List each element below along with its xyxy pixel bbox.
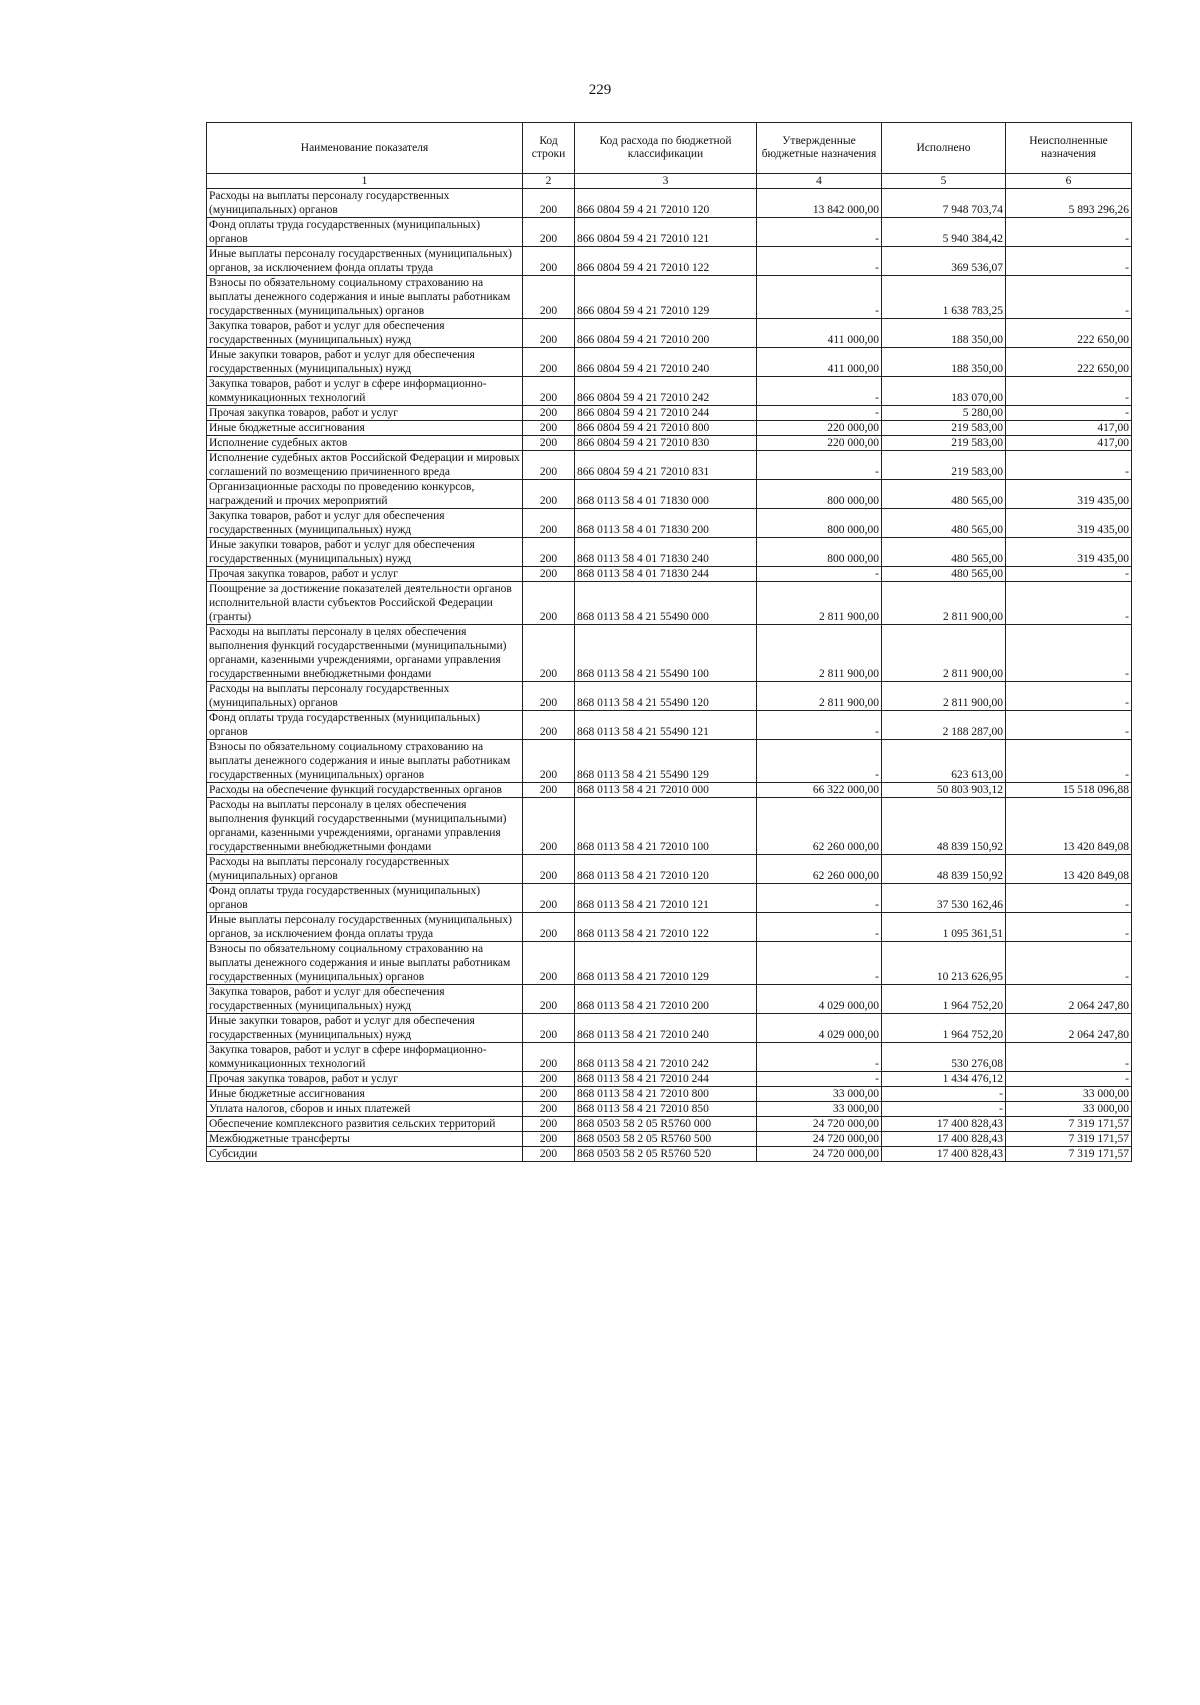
unexecuted-amount-cell: - <box>1006 740 1132 783</box>
executed-amount-cell: - <box>882 1102 1006 1117</box>
header-row-code: Код строки <box>523 123 575 174</box>
executed-amount-cell: 2 811 900,00 <box>882 682 1006 711</box>
approved-amount-cell: 13 842 000,00 <box>757 189 882 218</box>
approved-amount-cell: 411 000,00 <box>757 348 882 377</box>
row-code-cell: 200 <box>523 377 575 406</box>
classification-code-cell: 868 0113 58 4 01 71830 200 <box>575 509 757 538</box>
indicator-name-cell: Прочая закупка товаров, работ и услуг <box>207 406 523 421</box>
row-code-cell: 200 <box>523 855 575 884</box>
approved-amount-cell: 4 029 000,00 <box>757 985 882 1014</box>
table-row <box>207 740 1132 783</box>
column-number: 6 <box>1006 174 1132 189</box>
row-code-cell: 200 <box>523 913 575 942</box>
indicator-name-cell: Прочая закупка товаров, работ и услуг <box>207 1072 523 1087</box>
unexecuted-amount-cell: - <box>1006 942 1132 985</box>
row-code-cell: 200 <box>523 567 575 582</box>
row-code-cell: 200 <box>523 1117 575 1132</box>
executed-amount-cell: 480 565,00 <box>882 509 1006 538</box>
approved-amount-cell: - <box>757 276 882 319</box>
indicator-name-cell: Фонд оплаты труда государственных (муниципальных) органов <box>207 218 523 247</box>
executed-amount-cell: 5 280,00 <box>882 406 1006 421</box>
unexecuted-amount-cell: - <box>1006 218 1132 247</box>
unexecuted-amount-cell: - <box>1006 1043 1132 1072</box>
indicator-name-cell: Субсидии <box>207 1147 523 1162</box>
classification-code-cell: 868 0113 58 4 21 72010 100 <box>575 798 757 855</box>
classification-code-cell: 866 0804 59 4 21 72010 200 <box>575 319 757 348</box>
unexecuted-amount-cell: - <box>1006 276 1132 319</box>
table-row <box>207 1147 1132 1162</box>
approved-amount-cell: 800 000,00 <box>757 538 882 567</box>
approved-amount-cell: - <box>757 884 882 913</box>
table-row <box>207 1087 1132 1102</box>
approved-amount-cell: - <box>757 1043 882 1072</box>
row-code-cell: 200 <box>523 189 575 218</box>
executed-amount-cell: 10 213 626,95 <box>882 942 1006 985</box>
executed-amount-cell: 480 565,00 <box>882 538 1006 567</box>
classification-code-cell: 868 0113 58 4 21 55490 000 <box>575 582 757 625</box>
approved-amount-cell: 24 720 000,00 <box>757 1147 882 1162</box>
column-number: 4 <box>757 174 882 189</box>
classification-code-cell: 868 0113 58 4 21 72010 800 <box>575 1087 757 1102</box>
table-row <box>207 884 1132 913</box>
approved-amount-cell: 62 260 000,00 <box>757 855 882 884</box>
row-code-cell: 200 <box>523 406 575 421</box>
classification-code-cell: 866 0804 59 4 21 72010 122 <box>575 247 757 276</box>
row-code-cell: 200 <box>523 1147 575 1162</box>
indicator-name-cell: Иные бюджетные ассигнования <box>207 421 523 436</box>
unexecuted-amount-cell: - <box>1006 625 1132 682</box>
approved-amount-cell: - <box>757 218 882 247</box>
classification-code-cell: 868 0113 58 4 21 55490 121 <box>575 711 757 740</box>
table-row <box>207 436 1132 451</box>
classification-code-cell: 868 0113 58 4 01 71830 240 <box>575 538 757 567</box>
executed-amount-cell: 2 811 900,00 <box>882 625 1006 682</box>
row-code-cell: 200 <box>523 1132 575 1147</box>
row-code-cell: 200 <box>523 740 575 783</box>
indicator-name-cell: Фонд оплаты труда государственных (муниципальных) органов <box>207 711 523 740</box>
row-code-cell: 200 <box>523 276 575 319</box>
executed-amount-cell: - <box>882 1087 1006 1102</box>
header-approved: Утвержденные бюджетные назначения <box>757 123 882 174</box>
classification-code-cell: 868 0113 58 4 21 72010 850 <box>575 1102 757 1117</box>
row-code-cell: 200 <box>523 247 575 276</box>
classification-code-cell: 866 0804 59 4 21 72010 244 <box>575 406 757 421</box>
table-row <box>207 913 1132 942</box>
table-row <box>207 855 1132 884</box>
indicator-name-cell: Расходы на выплаты персоналу государственных (муниципальных) органов <box>207 682 523 711</box>
table-row <box>207 1014 1132 1043</box>
row-code-cell: 200 <box>523 682 575 711</box>
approved-amount-cell: - <box>757 913 882 942</box>
indicator-name-cell: Расходы на обеспечение функций государственных органов <box>207 783 523 798</box>
column-number: 1 <box>207 174 523 189</box>
row-code-cell: 200 <box>523 538 575 567</box>
table-row <box>207 711 1132 740</box>
row-code-cell: 200 <box>523 1087 575 1102</box>
table-row <box>207 348 1132 377</box>
approved-amount-cell: 33 000,00 <box>757 1102 882 1117</box>
indicator-name-cell: Иные закупки товаров, работ и услуг для обеспечения государственных (муниципальных) нужд <box>207 348 523 377</box>
table-body <box>207 189 1132 1162</box>
executed-amount-cell: 7 948 703,74 <box>882 189 1006 218</box>
unexecuted-amount-cell: 417,00 <box>1006 421 1132 436</box>
executed-amount-cell: 50 803 903,12 <box>882 783 1006 798</box>
table-row <box>207 783 1132 798</box>
row-code-cell: 200 <box>523 348 575 377</box>
executed-amount-cell: 183 070,00 <box>882 377 1006 406</box>
unexecuted-amount-cell: 13 420 849,08 <box>1006 798 1132 855</box>
table-row <box>207 798 1132 855</box>
column-number: 3 <box>575 174 757 189</box>
approved-amount-cell: - <box>757 377 882 406</box>
unexecuted-amount-cell: 222 650,00 <box>1006 348 1132 377</box>
unexecuted-amount-cell: 417,00 <box>1006 436 1132 451</box>
table-row <box>207 567 1132 582</box>
unexecuted-amount-cell: 319 435,00 <box>1006 480 1132 509</box>
table-row <box>207 218 1132 247</box>
executed-amount-cell: 1 095 361,51 <box>882 913 1006 942</box>
indicator-name-cell: Обеспечение комплексного развития сельских территорий <box>207 1117 523 1132</box>
column-number-row <box>207 174 1132 189</box>
unexecuted-amount-cell: 7 319 171,57 <box>1006 1117 1132 1132</box>
classification-code-cell: 868 0113 58 4 21 72010 120 <box>575 855 757 884</box>
approved-amount-cell: - <box>757 711 882 740</box>
approved-amount-cell: 66 322 000,00 <box>757 783 882 798</box>
row-code-cell: 200 <box>523 480 575 509</box>
table-row <box>207 480 1132 509</box>
row-code-cell: 200 <box>523 783 575 798</box>
executed-amount-cell: 623 613,00 <box>882 740 1006 783</box>
column-number: 2 <box>523 174 575 189</box>
row-code-cell: 200 <box>523 1014 575 1043</box>
table-row <box>207 985 1132 1014</box>
indicator-name-cell: Расходы на выплаты персоналу государственных (муниципальных) органов <box>207 855 523 884</box>
executed-amount-cell: 2 811 900,00 <box>882 582 1006 625</box>
table-row <box>207 189 1132 218</box>
indicator-name-cell: Закупка товаров, работ и услуг в сфере информационно-коммуникационных технологий <box>207 377 523 406</box>
classification-code-cell: 866 0804 59 4 21 72010 129 <box>575 276 757 319</box>
approved-amount-cell: - <box>757 740 882 783</box>
table-row <box>207 276 1132 319</box>
executed-amount-cell: 188 350,00 <box>882 348 1006 377</box>
unexecuted-amount-cell: 222 650,00 <box>1006 319 1132 348</box>
unexecuted-amount-cell: - <box>1006 884 1132 913</box>
classification-code-cell: 868 0503 58 2 05 R5760 000 <box>575 1117 757 1132</box>
classification-code-cell: 868 0503 58 2 05 R5760 520 <box>575 1147 757 1162</box>
approved-amount-cell: 4 029 000,00 <box>757 1014 882 1043</box>
executed-amount-cell: 48 839 150,92 <box>882 855 1006 884</box>
approved-amount-cell: 800 000,00 <box>757 509 882 538</box>
approved-amount-cell: 2 811 900,00 <box>757 582 882 625</box>
row-code-cell: 200 <box>523 451 575 480</box>
indicator-name-cell: Взносы по обязательному социальному страхованию на выплаты денежного содержания и иные выплаты работникам государственных (муниципальных) органов <box>207 942 523 985</box>
unexecuted-amount-cell: - <box>1006 247 1132 276</box>
classification-code-cell: 866 0804 59 4 21 72010 121 <box>575 218 757 247</box>
classification-code-cell: 868 0113 58 4 01 71830 244 <box>575 567 757 582</box>
header-classification-code: Код расхода по бюджетной классификации <box>575 123 757 174</box>
row-code-cell: 200 <box>523 218 575 247</box>
table-row <box>207 1072 1132 1087</box>
classification-code-cell: 868 0113 58 4 21 72010 200 <box>575 985 757 1014</box>
unexecuted-amount-cell: - <box>1006 567 1132 582</box>
row-code-cell: 200 <box>523 509 575 538</box>
approved-amount-cell: - <box>757 406 882 421</box>
executed-amount-cell: 17 400 828,43 <box>882 1117 1006 1132</box>
unexecuted-amount-cell: 33 000,00 <box>1006 1087 1132 1102</box>
row-code-cell: 200 <box>523 625 575 682</box>
indicator-name-cell: Организационные расходы по проведению конкурсов, награждений и прочих мероприятий <box>207 480 523 509</box>
indicator-name-cell: Иные выплаты персоналу государственных (муниципальных) органов, за исключением фонда оплаты труда <box>207 247 523 276</box>
approved-amount-cell: 33 000,00 <box>757 1087 882 1102</box>
row-code-cell: 200 <box>523 985 575 1014</box>
row-code-cell: 200 <box>523 421 575 436</box>
table-row <box>207 1117 1132 1132</box>
unexecuted-amount-cell: 319 435,00 <box>1006 538 1132 567</box>
indicator-name-cell: Закупка товаров, работ и услуг в сфере информационно-коммуникационных технологий <box>207 1043 523 1072</box>
table-row <box>207 538 1132 567</box>
classification-code-cell: 866 0804 59 4 21 72010 831 <box>575 451 757 480</box>
page-number: 229 <box>588 82 612 98</box>
table-row <box>207 582 1132 625</box>
unexecuted-amount-cell: 15 518 096,88 <box>1006 783 1132 798</box>
row-code-cell: 200 <box>523 1043 575 1072</box>
unexecuted-amount-cell: 13 420 849,08 <box>1006 855 1132 884</box>
approved-amount-cell: - <box>757 567 882 582</box>
approved-amount-cell: 2 811 900,00 <box>757 625 882 682</box>
unexecuted-amount-cell: 33 000,00 <box>1006 1102 1132 1117</box>
executed-amount-cell: 480 565,00 <box>882 567 1006 582</box>
table-row <box>207 1102 1132 1117</box>
executed-amount-cell: 1 638 783,25 <box>882 276 1006 319</box>
row-code-cell: 200 <box>523 319 575 348</box>
header-unexecuted: Неисполненные назначения <box>1006 123 1132 174</box>
indicator-name-cell: Расходы на выплаты персоналу в целях обеспечения выполнения функций государственными (муниципальными) органами, казенными учреждениями, органами управления государственными внебюджетными фондами <box>207 798 523 855</box>
approved-amount-cell: 411 000,00 <box>757 319 882 348</box>
header-indicator-name: Наименование показателя <box>207 123 523 174</box>
table-row <box>207 1043 1132 1072</box>
executed-amount-cell: 1 434 476,12 <box>882 1072 1006 1087</box>
indicator-name-cell: Исполнение судебных актов <box>207 436 523 451</box>
approved-amount-cell: - <box>757 942 882 985</box>
indicator-name-cell: Исполнение судебных актов Российской Федерации и мировых соглашений по возмещению причиненного вреда <box>207 451 523 480</box>
classification-code-cell: 868 0113 58 4 21 72010 129 <box>575 942 757 985</box>
indicator-name-cell: Взносы по обязательному социальному страхованию на выплаты денежного содержания и иные выплаты работникам государственных (муниципальных) органов <box>207 740 523 783</box>
row-code-cell: 200 <box>523 942 575 985</box>
classification-code-cell: 868 0503 58 2 05 R5760 500 <box>575 1132 757 1147</box>
classification-code-cell: 866 0804 59 4 21 72010 242 <box>575 377 757 406</box>
executed-amount-cell: 17 400 828,43 <box>882 1132 1006 1147</box>
classification-code-cell: 868 0113 58 4 01 71830 000 <box>575 480 757 509</box>
indicator-name-cell: Иные бюджетные ассигнования <box>207 1087 523 1102</box>
executed-amount-cell: 2 188 287,00 <box>882 711 1006 740</box>
indicator-name-cell: Иные закупки товаров, работ и услуг для обеспечения государственных (муниципальных) нужд <box>207 538 523 567</box>
classification-code-cell: 868 0113 58 4 21 72010 121 <box>575 884 757 913</box>
approved-amount-cell: 24 720 000,00 <box>757 1117 882 1132</box>
unexecuted-amount-cell: - <box>1006 711 1132 740</box>
indicator-name-cell: Поощрение за достижение показателей деятельности органов исполнительной власти субъектов Российской Федерации (гранты) <box>207 582 523 625</box>
approved-amount-cell: 2 811 900,00 <box>757 682 882 711</box>
row-code-cell: 200 <box>523 711 575 740</box>
unexecuted-amount-cell: - <box>1006 377 1132 406</box>
header-row <box>207 123 1132 174</box>
classification-code-cell: 868 0113 58 4 21 55490 100 <box>575 625 757 682</box>
classification-code-cell: 868 0113 58 4 21 72010 122 <box>575 913 757 942</box>
classification-code-cell: 866 0804 59 4 21 72010 800 <box>575 421 757 436</box>
indicator-name-cell: Закупка товаров, работ и услуг для обеспечения государственных (муниципальных) нужд <box>207 509 523 538</box>
table-row <box>207 1132 1132 1147</box>
column-number: 5 <box>882 174 1006 189</box>
table-row <box>207 406 1132 421</box>
unexecuted-amount-cell: - <box>1006 406 1132 421</box>
classification-code-cell: 866 0804 59 4 21 72010 120 <box>575 189 757 218</box>
classification-code-cell: 868 0113 58 4 21 72010 244 <box>575 1072 757 1087</box>
row-code-cell: 200 <box>523 798 575 855</box>
table-row <box>207 421 1132 436</box>
indicator-name-cell: Прочая закупка товаров, работ и услуг <box>207 567 523 582</box>
executed-amount-cell: 188 350,00 <box>882 319 1006 348</box>
unexecuted-amount-cell: 319 435,00 <box>1006 509 1132 538</box>
approved-amount-cell: 220 000,00 <box>757 421 882 436</box>
approved-amount-cell: 220 000,00 <box>757 436 882 451</box>
executed-amount-cell: 1 964 752,20 <box>882 1014 1006 1043</box>
unexecuted-amount-cell: - <box>1006 451 1132 480</box>
approved-amount-cell: 62 260 000,00 <box>757 798 882 855</box>
unexecuted-amount-cell: - <box>1006 1072 1132 1087</box>
approved-amount-cell: - <box>757 451 882 480</box>
classification-code-cell: 868 0113 58 4 21 55490 120 <box>575 682 757 711</box>
unexecuted-amount-cell: 7 319 171,57 <box>1006 1147 1132 1162</box>
approved-amount-cell: 800 000,00 <box>757 480 882 509</box>
table-row <box>207 509 1132 538</box>
executed-amount-cell: 17 400 828,43 <box>882 1147 1006 1162</box>
executed-amount-cell: 219 583,00 <box>882 436 1006 451</box>
executed-amount-cell: 219 583,00 <box>882 421 1006 436</box>
table-row <box>207 247 1132 276</box>
unexecuted-amount-cell: 7 319 171,57 <box>1006 1132 1132 1147</box>
row-code-cell: 200 <box>523 884 575 913</box>
classification-code-cell: 866 0804 59 4 21 72010 240 <box>575 348 757 377</box>
executed-amount-cell: 1 964 752,20 <box>882 985 1006 1014</box>
indicator-name-cell: Иные выплаты персоналу государственных (муниципальных) органов, за исключением фонда оплаты труда <box>207 913 523 942</box>
executed-amount-cell: 530 276,08 <box>882 1043 1006 1072</box>
table-row <box>207 682 1132 711</box>
unexecuted-amount-cell: - <box>1006 682 1132 711</box>
table-row <box>207 451 1132 480</box>
classification-code-cell: 868 0113 58 4 21 72010 000 <box>575 783 757 798</box>
table-row <box>207 319 1132 348</box>
executed-amount-cell: 48 839 150,92 <box>882 798 1006 855</box>
classification-code-cell: 868 0113 58 4 21 72010 240 <box>575 1014 757 1043</box>
table-row <box>207 942 1132 985</box>
indicator-name-cell: Межбюджетные трансферты <box>207 1132 523 1147</box>
indicator-name-cell: Уплата налогов, сборов и иных платежей <box>207 1102 523 1117</box>
row-code-cell: 200 <box>523 1072 575 1087</box>
row-code-cell: 200 <box>523 436 575 451</box>
classification-code-cell: 868 0113 58 4 21 72010 242 <box>575 1043 757 1072</box>
executed-amount-cell: 5 940 384,42 <box>882 218 1006 247</box>
approved-amount-cell: 24 720 000,00 <box>757 1132 882 1147</box>
unexecuted-amount-cell: 5 893 296,26 <box>1006 189 1132 218</box>
classification-code-cell: 868 0113 58 4 21 55490 129 <box>575 740 757 783</box>
row-code-cell: 200 <box>523 1102 575 1117</box>
indicator-name-cell: Расходы на выплаты персоналу государственных (муниципальных) органов <box>207 189 523 218</box>
executed-amount-cell: 369 536,07 <box>882 247 1006 276</box>
executed-amount-cell: 219 583,00 <box>882 451 1006 480</box>
header-executed: Исполнено <box>882 123 1006 174</box>
budget-execution-table <box>206 122 1132 1162</box>
row-code-cell: 200 <box>523 582 575 625</box>
table-row <box>207 625 1132 682</box>
approved-amount-cell: - <box>757 1072 882 1087</box>
unexecuted-amount-cell: - <box>1006 913 1132 942</box>
approved-amount-cell: - <box>757 247 882 276</box>
executed-amount-cell: 37 530 162,46 <box>882 884 1006 913</box>
executed-amount-cell: 480 565,00 <box>882 480 1006 509</box>
unexecuted-amount-cell: 2 064 247,80 <box>1006 985 1132 1014</box>
unexecuted-amount-cell: - <box>1006 582 1132 625</box>
indicator-name-cell: Расходы на выплаты персоналу в целях обеспечения выполнения функций государственными (муниципальными) органами, казенными учреждениями, органами управления государственными внебюджетными фондами <box>207 625 523 682</box>
indicator-name-cell: Закупка товаров, работ и услуг для обеспечения государственных (муниципальных) нужд <box>207 319 523 348</box>
unexecuted-amount-cell: 2 064 247,80 <box>1006 1014 1132 1043</box>
indicator-name-cell: Фонд оплаты труда государственных (муниципальных) органов <box>207 884 523 913</box>
classification-code-cell: 866 0804 59 4 21 72010 830 <box>575 436 757 451</box>
indicator-name-cell: Иные закупки товаров, работ и услуг для обеспечения государственных (муниципальных) нужд <box>207 1014 523 1043</box>
indicator-name-cell: Взносы по обязательному социальному страхованию на выплаты денежного содержания и иные выплаты работникам государственных (муниципальных) органов <box>207 276 523 319</box>
indicator-name-cell: Закупка товаров, работ и услуг для обеспечения государственных (муниципальных) нужд <box>207 985 523 1014</box>
table-row <box>207 377 1132 406</box>
